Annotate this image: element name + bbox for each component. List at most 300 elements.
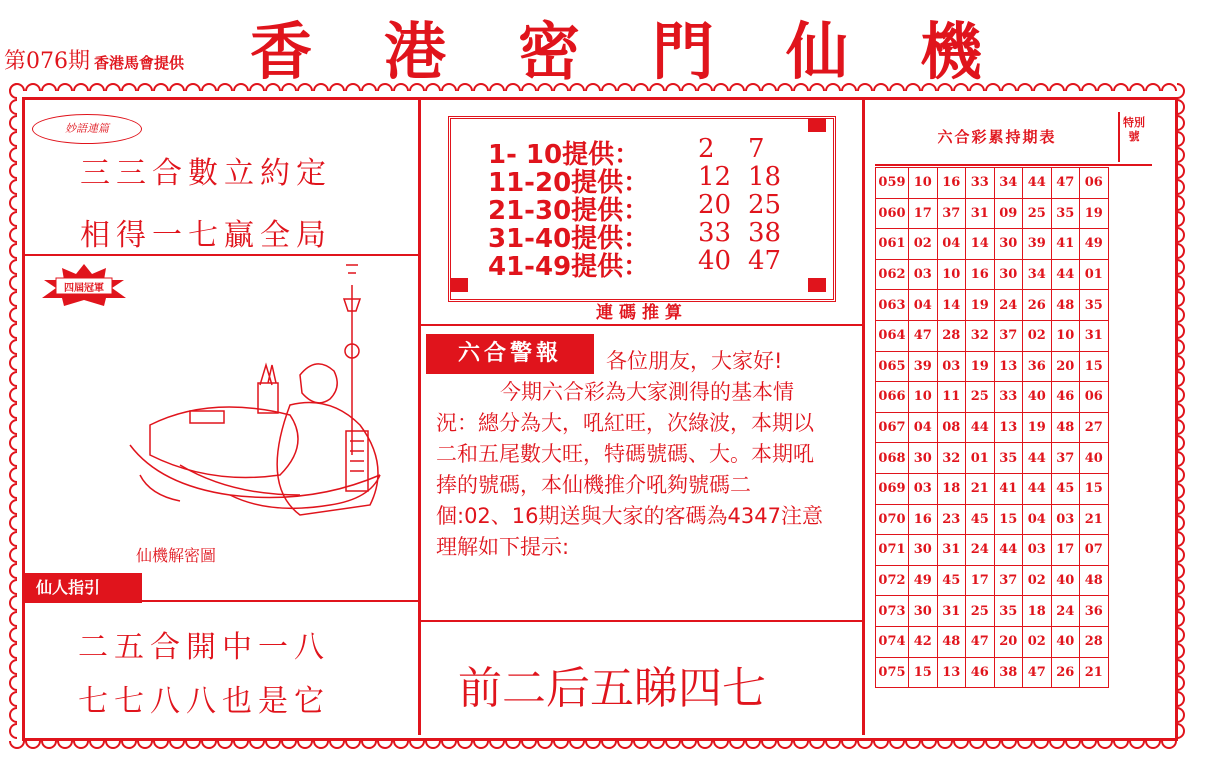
stamp-scallop [666, 84, 680, 91]
period-cell: 069 [876, 473, 909, 504]
stamp-scallop [842, 84, 856, 91]
stamp-scallop [26, 741, 40, 748]
number-cell: 47 [909, 320, 938, 351]
number-cell: 08 [937, 412, 966, 443]
stamp-scallop [826, 84, 840, 91]
stamp-scallop [1177, 116, 1184, 130]
stamp-scallop [746, 84, 760, 91]
number-cell: 25 [966, 382, 995, 413]
stamp-scallop [1177, 148, 1184, 162]
number-cell: 17 [1051, 535, 1080, 566]
stamp-scallop [250, 741, 264, 748]
stamp-scallop [810, 741, 824, 748]
stamp-scallop [810, 84, 824, 91]
stamp-scallop [1177, 324, 1184, 338]
number-cell: 03 [1051, 504, 1080, 535]
range-label: 11-20提供 [488, 168, 624, 198]
stamp-scallop [426, 741, 440, 748]
number-cell: 34 [994, 168, 1023, 199]
number-cell: 01 [966, 443, 995, 474]
stamp-scallop [586, 741, 600, 748]
special-number-label: 特別號 [1123, 116, 1145, 143]
stamp-scallop [426, 84, 440, 91]
stamp-scallop [682, 741, 696, 748]
stamp-scallop [1114, 84, 1128, 91]
number-cell: 26 [1023, 290, 1052, 321]
divider-center-bottom [421, 620, 862, 622]
table-row [876, 351, 1109, 382]
stamp-scallop [10, 180, 17, 194]
table-row [876, 565, 1109, 596]
number-cell: 03 [909, 473, 938, 504]
stamp-scallop [10, 116, 17, 130]
number-cell: 30 [909, 535, 938, 566]
period-cell: 074 [876, 626, 909, 657]
stamp-scallop [506, 741, 520, 748]
stamp-scallop [890, 741, 904, 748]
stamp-scallop [10, 596, 17, 610]
stamp-scallop [10, 340, 17, 354]
special-number-cell: 48 [1080, 565, 1109, 596]
stamp-scallop [10, 516, 17, 530]
stamp-scallop [330, 741, 344, 748]
stamp-scallop [762, 741, 776, 748]
provider-label: 香港馬會提供 [94, 54, 185, 72]
stamp-scallop [10, 532, 17, 546]
stamp-scallop [1082, 84, 1096, 91]
number-cell: 30 [994, 259, 1023, 290]
stamp-scallop [1177, 452, 1184, 466]
special-number-cell: 40 [1080, 443, 1109, 474]
stamp-scallop [1177, 468, 1184, 482]
number-cell: 03 [909, 259, 938, 290]
stamp-scallop [1130, 741, 1144, 748]
stamp-scallop [10, 100, 17, 114]
guide-line-2: 七七八八也是它 [78, 684, 330, 719]
stamp-scallop [186, 84, 200, 91]
issue-label: 第076期 [4, 49, 90, 74]
stamp-scallop [1162, 741, 1176, 748]
range-label: 1- 10提供 [488, 140, 615, 170]
stamp-scallop [138, 741, 152, 748]
stamp-scallop [10, 692, 17, 706]
stamp-scallop [858, 84, 872, 91]
special-number-cell: 15 [1080, 351, 1109, 382]
lianma-title: 連碼推算 [596, 303, 688, 323]
stamp-scallop [10, 164, 17, 178]
stamp-scallop [922, 84, 936, 91]
number-cell: 35 [994, 443, 1023, 474]
number-cell: 30 [909, 443, 938, 474]
period-cell: 067 [876, 412, 909, 443]
range-value: 33 [698, 218, 732, 248]
number-cell: 37 [1051, 443, 1080, 474]
divider-right [862, 100, 865, 735]
number-cell: 03 [937, 351, 966, 382]
stamp-scallop [74, 741, 88, 748]
stamp-scallop [170, 84, 184, 91]
number-cell: 49 [909, 565, 938, 596]
stamp-scallop [1177, 404, 1184, 418]
number-cell: 10 [937, 259, 966, 290]
stamp-scallop [282, 84, 296, 91]
table-row [876, 198, 1109, 229]
number-cell: 04 [937, 229, 966, 260]
stamp-scallop [1177, 596, 1184, 610]
number-cell: 19 [1023, 412, 1052, 443]
stamp-scallop [298, 741, 312, 748]
number-cell: 40 [1023, 382, 1052, 413]
stamp-scallop [730, 741, 744, 748]
period-cell: 075 [876, 657, 909, 688]
stamp-scallop [10, 388, 17, 402]
stamp-scallop [938, 741, 952, 748]
number-cell: 19 [966, 290, 995, 321]
stamp-scallop [522, 741, 536, 748]
table-row [876, 657, 1109, 688]
stamp-scallop [10, 324, 17, 338]
special-number-cell: 06 [1080, 168, 1109, 199]
number-cell: 35 [994, 596, 1023, 627]
number-cell: 21 [966, 473, 995, 504]
table-row [876, 259, 1109, 290]
stamp-scallop [74, 84, 88, 91]
stamp-scallop [1177, 436, 1184, 450]
period-cell: 068 [876, 443, 909, 474]
stamp-scallop [1162, 84, 1176, 91]
stamp-scallop [954, 741, 968, 748]
number-cell: 16 [966, 259, 995, 290]
stamp-scallop [1177, 180, 1184, 194]
results-body [876, 168, 1109, 688]
stamp-scallop [458, 84, 472, 91]
stamp-scallop [58, 84, 72, 91]
table-row [876, 596, 1109, 627]
number-cell: 04 [909, 290, 938, 321]
stamp-scallop [522, 84, 536, 91]
number-cell: 37 [937, 198, 966, 229]
stamp-scallop [10, 276, 17, 290]
stamp-scallop [650, 741, 664, 748]
stamp-scallop [1177, 292, 1184, 306]
number-cell: 10 [1051, 320, 1080, 351]
stamp-scallop [10, 196, 17, 210]
number-cell: 25 [1023, 198, 1052, 229]
number-cell: 45 [1051, 473, 1080, 504]
corner-ornament [450, 278, 468, 292]
stamp-scallop [1018, 741, 1032, 748]
stamp-scallop [1177, 564, 1184, 578]
stamp-scallop [1050, 84, 1064, 91]
bottom-hint: 前二后五睇四七 [458, 663, 766, 714]
stamp-scallop [122, 84, 136, 91]
number-cell: 14 [937, 290, 966, 321]
number-cell: 17 [966, 565, 995, 596]
range-label: 21-30提供 [488, 196, 624, 226]
stamp-scallop [1177, 612, 1184, 626]
range-row: 31-40提供： 33 38 [488, 218, 782, 254]
special-number-cell: 01 [1080, 259, 1109, 290]
stamp-scallop [1177, 308, 1184, 322]
stamp-scallop [154, 84, 168, 91]
badge-text: 四屆冠軍 [64, 283, 104, 294]
period-cell: 073 [876, 596, 909, 627]
stamp-scallop [42, 741, 56, 748]
number-cell: 13 [994, 412, 1023, 443]
special-number-cell: 15 [1080, 473, 1109, 504]
number-cell: 30 [909, 596, 938, 627]
number-cell: 03 [1023, 535, 1052, 566]
stamp-scallop [538, 84, 552, 91]
number-cell: 28 [937, 320, 966, 351]
number-cell: 44 [966, 412, 995, 443]
stamp-scallop [890, 84, 904, 91]
period-cell: 063 [876, 290, 909, 321]
stamp-scallop [1177, 532, 1184, 546]
stamp-scallop [314, 84, 328, 91]
stamp-scallop [906, 741, 920, 748]
number-cell: 02 [909, 229, 938, 260]
range-value: 2 [698, 134, 715, 164]
stamp-scallop [1177, 628, 1184, 642]
table-row [876, 443, 1109, 474]
stamp-scallop [634, 741, 648, 748]
number-cell: 04 [1023, 504, 1052, 535]
number-cell: 09 [994, 198, 1023, 229]
range-value: 25 [748, 190, 782, 220]
stamp-scallop [1177, 340, 1184, 354]
stamp-scallop [410, 84, 424, 91]
stamp-scallop [490, 741, 504, 748]
stamp-scallop [1177, 212, 1184, 226]
stamp-scallop [730, 84, 744, 91]
special-number-cell: 27 [1080, 412, 1109, 443]
stamp-scallop [10, 212, 17, 226]
period-cell: 070 [876, 504, 909, 535]
table-header-divider [875, 164, 1152, 166]
number-cell: 32 [966, 320, 995, 351]
number-cell: 16 [937, 168, 966, 199]
stamp-scallop [10, 372, 17, 386]
stamp-scallop [314, 741, 328, 748]
stamp-scallop [10, 260, 17, 274]
stamp-scallop [330, 84, 344, 91]
number-cell: 36 [1023, 351, 1052, 382]
number-cell: 39 [1023, 229, 1052, 260]
stamp-scallop [1002, 84, 1016, 91]
period-cell: 061 [876, 229, 909, 260]
number-cell: 15 [994, 504, 1023, 535]
stamp-scallop [1177, 676, 1184, 690]
stamp-scallop [1146, 741, 1160, 748]
divider-center-top [421, 324, 862, 326]
stamp-scallop [698, 84, 712, 91]
stamp-scallop [442, 741, 456, 748]
guide-line-1: 二五合開中一八 [78, 630, 330, 665]
stamp-scallop [10, 244, 17, 258]
special-number-cell: 07 [1080, 535, 1109, 566]
table-row [876, 504, 1109, 535]
stamp-scallop [1177, 100, 1184, 114]
table-title: 六合彩累持期表 [937, 128, 1057, 146]
number-cell: 24 [966, 535, 995, 566]
stamp-scallop [490, 84, 504, 91]
issue-number [4, 44, 184, 75]
range-row: 21-30提供： 20 25 [488, 190, 782, 226]
stamp-scallop [554, 84, 568, 91]
range-value: 47 [748, 246, 782, 276]
stamp-scallop [1098, 741, 1112, 748]
stamp-scallop [826, 741, 840, 748]
stamp-scallop [10, 292, 17, 306]
period-cell: 071 [876, 535, 909, 566]
stamp-scallop [10, 500, 17, 514]
stamp-scallop [10, 741, 24, 748]
stamp-scallop [1177, 708, 1184, 722]
stamp-scallop [282, 741, 296, 748]
stamp-scallop [90, 84, 104, 91]
stamp-scallop [10, 132, 17, 146]
stamp-scallop [858, 741, 872, 748]
stamp-scallop [778, 741, 792, 748]
range-row: 11-20提供： 12 18 [488, 162, 782, 198]
number-cell: 23 [937, 504, 966, 535]
table-header-separator [1118, 112, 1120, 162]
number-cell: 14 [966, 229, 995, 260]
stamp-scallop [1034, 741, 1048, 748]
period-cell: 062 [876, 259, 909, 290]
stamp-scallop [586, 84, 600, 91]
stamp-scallop [778, 84, 792, 91]
stamp-scallop [1177, 580, 1184, 594]
stamp-scallop [26, 84, 40, 91]
period-cell: 072 [876, 565, 909, 596]
number-cell: 16 [909, 504, 938, 535]
stamp-scallop [10, 452, 17, 466]
number-cell: 33 [994, 382, 1023, 413]
stamp-scallop [10, 548, 17, 562]
stamp-scallop [794, 741, 808, 748]
stamp-scallop [714, 741, 728, 748]
table-row [876, 473, 1109, 504]
stamp-scallop [10, 724, 17, 738]
stamp-scallop [1177, 276, 1184, 290]
stamp-scallop [970, 84, 984, 91]
number-cell: 18 [1023, 596, 1052, 627]
stamp-scallop [10, 84, 17, 98]
stamp-scallop [554, 741, 568, 748]
stamp-scallop [266, 84, 280, 91]
stamp-scallop [1066, 741, 1080, 748]
number-cell: 17 [909, 198, 938, 229]
special-number-cell: 28 [1080, 626, 1109, 657]
stamp-scallop [10, 308, 17, 322]
stamp-scallop [1177, 724, 1184, 738]
stamp-scallop [266, 741, 280, 748]
number-cell: 31 [937, 535, 966, 566]
number-cell: 41 [994, 473, 1023, 504]
number-cell: 19 [966, 351, 995, 382]
stamp-scallop [634, 84, 648, 91]
stamp-scallop [10, 580, 17, 594]
number-cell: 48 [1051, 290, 1080, 321]
stamp-scallop [10, 228, 17, 242]
range-value: 40 [698, 246, 732, 276]
stamp-scallop [954, 84, 968, 91]
stamp-scallop [874, 741, 888, 748]
number-cell: 48 [1051, 412, 1080, 443]
table-row [876, 535, 1109, 566]
stamp-scallop [378, 84, 392, 91]
special-number-cell: 35 [1080, 290, 1109, 321]
number-cell: 24 [994, 290, 1023, 321]
number-cell: 44 [994, 535, 1023, 566]
image-caption: 仙機解密圖 [136, 546, 217, 565]
alert-tag: 六合警報 [426, 334, 594, 374]
stamp-scallop [698, 741, 712, 748]
stamp-scallop [1177, 196, 1184, 210]
period-cell: 064 [876, 320, 909, 351]
stamp-scallop [90, 741, 104, 748]
number-cell: 11 [937, 382, 966, 413]
number-cell: 13 [937, 657, 966, 688]
stamp-scallop [234, 84, 248, 91]
stamp-scallop [1177, 228, 1184, 242]
table-row [876, 382, 1109, 413]
corner-ornament [808, 118, 826, 132]
period-cell: 066 [876, 382, 909, 413]
stamp-scallop [1177, 244, 1184, 258]
period-cell: 065 [876, 351, 909, 382]
stamp-scallop [922, 741, 936, 748]
stamp-scallop [874, 84, 888, 91]
stamp-scallop [10, 356, 17, 370]
stamp-scallop [410, 741, 424, 748]
stamp-scallop [1177, 484, 1184, 498]
stamp-scallop [218, 84, 232, 91]
stamp-scallop [570, 84, 584, 91]
stamp-scallop [1177, 420, 1184, 434]
stamp-scallop [682, 84, 696, 91]
range-value: 12 [698, 162, 732, 192]
stamp-scallop [1146, 84, 1160, 91]
stamp-scallop [1130, 84, 1144, 91]
number-cell: 18 [937, 473, 966, 504]
oval-label: 妙語連篇 [32, 114, 142, 144]
stamp-scallop [202, 741, 216, 748]
stamp-scallop [10, 484, 17, 498]
stamp-scallop [602, 741, 616, 748]
stamp-scallop [1114, 741, 1128, 748]
stamp-scallop [1034, 84, 1048, 91]
special-number-cell: 21 [1080, 504, 1109, 535]
stamp-scallop [970, 741, 984, 748]
stamp-scallop [474, 84, 488, 91]
stamp-scallop [106, 84, 120, 91]
stamp-scallop [474, 741, 488, 748]
stamp-scallop [1177, 500, 1184, 514]
number-cell: 20 [994, 626, 1023, 657]
number-cell: 46 [966, 657, 995, 688]
stamp-scallop [618, 741, 632, 748]
number-cell: 33 [966, 168, 995, 199]
stamp-scallop [10, 644, 17, 658]
range-label: 31-40提供 [488, 224, 624, 254]
range-value: 38 [748, 218, 782, 248]
number-cell: 04 [909, 412, 938, 443]
stamp-scallop [250, 84, 264, 91]
stamp-scallop [362, 84, 376, 91]
